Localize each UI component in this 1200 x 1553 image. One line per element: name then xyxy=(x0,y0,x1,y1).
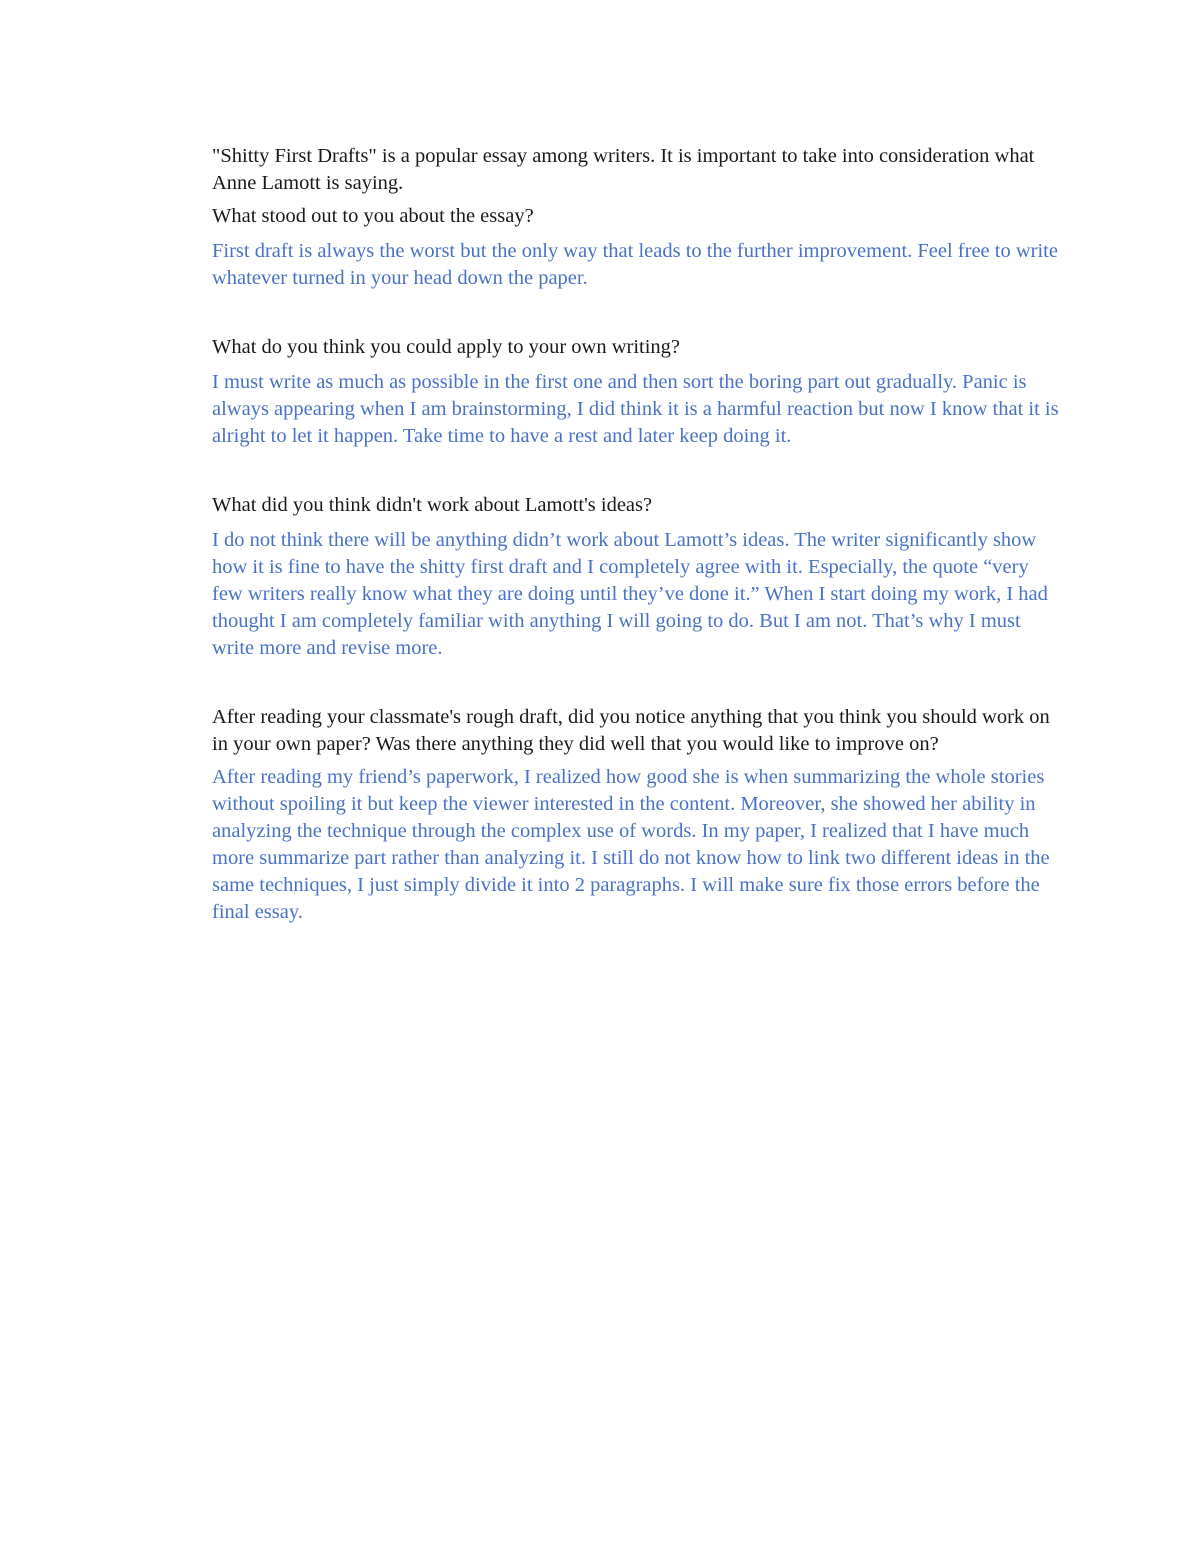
question-4: After reading your classmate's rough draft, did you notice anything that you think you should work on in your own paper? Was there anything they did well that you would like to improve on? xyxy=(212,706,1050,755)
answer-2: I must write as much as possible in the first one and then sort the boring part out gradually. Panic is always appearing when I am brainstorming, I did think it is a harmful reaction but now I know that it is alright to let it happen. Take time to have a rest and later keep doing it. xyxy=(212,371,1059,447)
intro-paragraph: "Shitty First Drafts" is a popular essay among writers. It is important to take into consideration what Anne Lamott is saying. xyxy=(212,145,1035,194)
question-2: What do you think you could apply to your own writing? xyxy=(212,336,681,358)
answer-1: First draft is always the worst but the only way that leads to the further improvement. Feel free to write whatever turned in your head down the paper. xyxy=(212,240,1058,289)
answer-4: After reading my friend’s paperwork, I realized how good she is when summarizing the whole stories without spoiling it but keep the viewer interested in the content. Moreover, she showed her ability in analyzing the technique through the complex use of words. In my paper, I realized that I have much more summarize part rather than analyzing it. I still do not know how to link two different ideas in the same techniques, I just simply divide it into 2 paragraphs. I will make sure fix those errors before the final essay. xyxy=(212,766,1050,923)
question-1: What stood out to you about the essay? xyxy=(212,205,534,227)
document-body xyxy=(212,143,1062,926)
answer-3: I do not think there will be anything didn’t work about Lamott’s ideas. The writer significantly show how it is fine to have the shitty first draft and I completely agree with it. Especially, the quote “very few writers really know what they are doing until they’ve done it.” When I start doing my work, I had thought I am completely familiar with anything I will going to do. But I am not. That’s why I must write more and revise more. xyxy=(212,529,1048,659)
question-3: What did you think didn't work about Lamott's ideas? xyxy=(212,494,653,516)
